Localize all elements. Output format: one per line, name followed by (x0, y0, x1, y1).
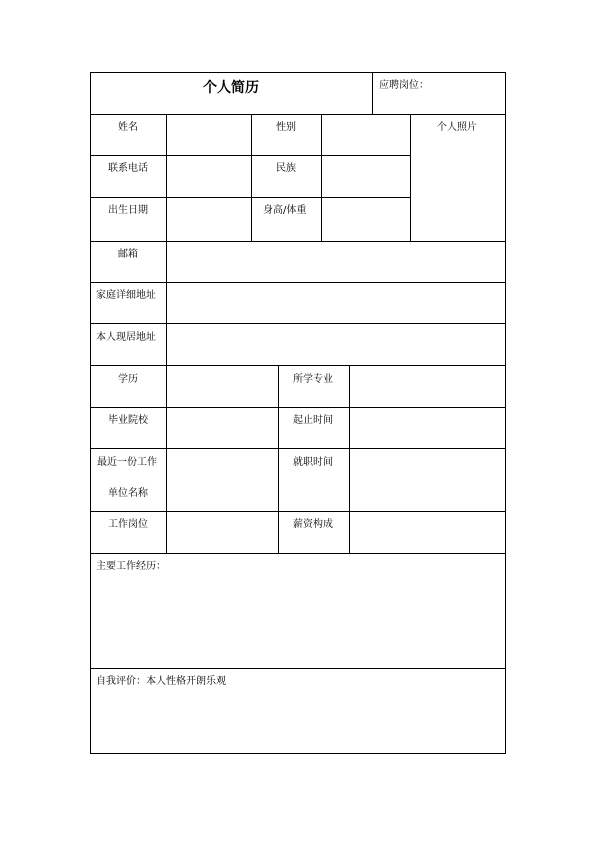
ethnicity-label: 民族 (276, 163, 296, 174)
height-weight-label: 身高/体重 (263, 205, 307, 216)
birth-date-label: 出生日期 (108, 205, 148, 216)
school-label: 毕业院校 (108, 415, 148, 426)
grid-line (505, 72, 506, 754)
work-experience-label: 主要工作经历： (96, 561, 166, 572)
gender-field[interactable] (322, 115, 410, 155)
work-experience-field[interactable] (91, 575, 505, 667)
grid-line (90, 753, 506, 754)
current-address-field[interactable] (167, 324, 505, 365)
last-employer-label-line2: 单位名称 (108, 488, 148, 499)
education-label: 学历 (118, 374, 138, 385)
grid-line (278, 365, 279, 553)
education-field[interactable] (167, 366, 278, 407)
gender-label: 性别 (276, 122, 296, 133)
salary-structure-label: 薪资构成 (293, 519, 333, 530)
name-label: 姓名 (118, 122, 138, 133)
job-position-label: 工作岗位 (108, 519, 148, 530)
study-period-label: 起止时间 (293, 415, 333, 426)
email-field[interactable] (167, 242, 505, 282)
employment-period-field[interactable] (350, 449, 505, 511)
last-employer-field[interactable] (167, 449, 278, 511)
phone-label: 联系电话 (108, 163, 148, 174)
height-weight-field[interactable] (322, 198, 410, 241)
photo-area[interactable] (411, 115, 505, 241)
ethnicity-field[interactable] (322, 156, 410, 197)
major-field[interactable] (350, 366, 505, 407)
photo-label: 个人照片 (437, 122, 477, 133)
major-label: 所学专业 (293, 374, 333, 385)
grid-line (372, 72, 373, 114)
grid-line (251, 114, 252, 241)
job-position-field[interactable] (167, 512, 278, 553)
home-address-field[interactable] (167, 283, 505, 323)
birth-date-field[interactable] (167, 198, 251, 241)
apply-position-label: 应聘岗位： (379, 80, 429, 91)
salary-structure-field[interactable] (350, 512, 505, 553)
school-field[interactable] (167, 408, 278, 448)
home-address-label: 家庭详细地址 (96, 290, 156, 301)
last-employer-label-line1: 最近一份工作 (97, 457, 157, 468)
phone-field[interactable] (167, 156, 251, 197)
name-field[interactable] (167, 115, 251, 155)
grid-line (90, 72, 506, 73)
grid-line (90, 668, 506, 669)
study-period-field[interactable] (350, 408, 505, 448)
current-address-label: 本人现居地址 (96, 332, 156, 343)
grid-line (90, 553, 506, 554)
page-title: 个人简历 (203, 80, 259, 96)
self-evaluation-field[interactable] (91, 690, 505, 752)
email-label: 邮箱 (118, 249, 138, 260)
self-evaluation-text: 自我评价：本人性格开朗乐观 (96, 676, 226, 687)
employment-period-label: 就职时间 (293, 457, 333, 468)
